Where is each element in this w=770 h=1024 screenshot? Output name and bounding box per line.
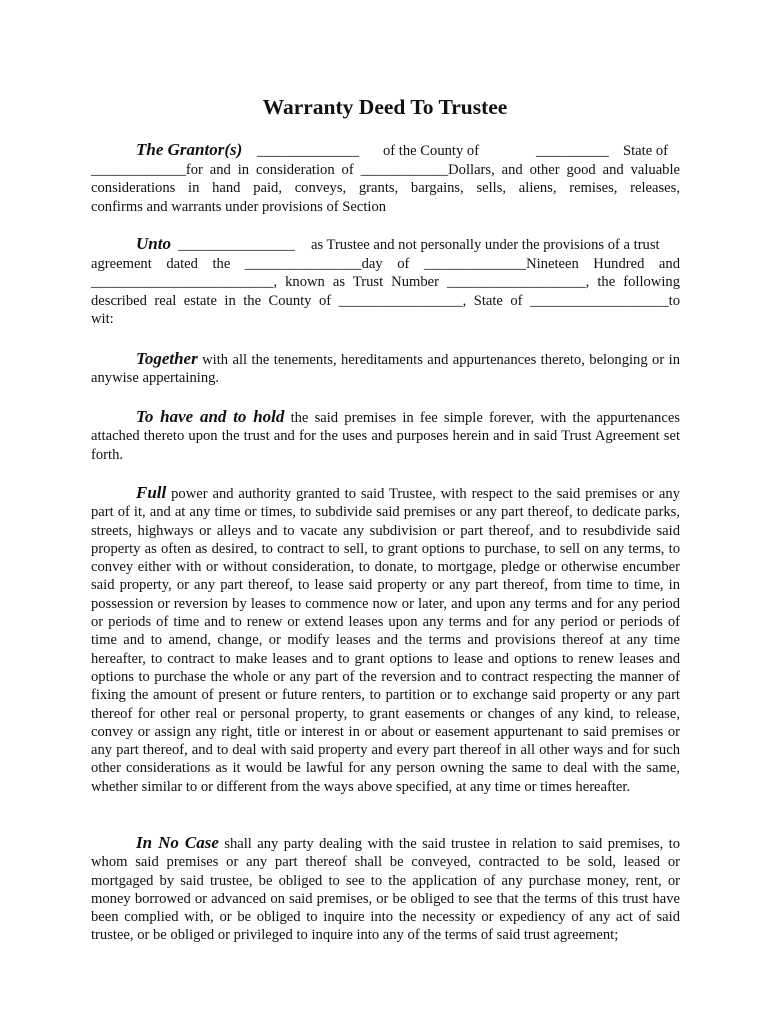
to-have-paragraph — [91, 408, 680, 464]
county-blank[interactable]: __________ — [536, 143, 609, 159]
unto-line-5: wit: — [91, 310, 114, 327]
unto-line-2: agreement dated the ________________day of ______________Nineteen Hundred and — [91, 256, 680, 272]
in-no-case-paragraph — [91, 834, 680, 945]
county-of-label: of the County of — [383, 143, 480, 159]
unto-line-4: described real estate in the County of _________________, State of ___________________to — [91, 292, 680, 309]
grantor-line-3: considerations in hand paid, conveys, grants, bargains, sells, aliens, remises, releases, — [91, 180, 680, 197]
in-no-case-lead: In No Case — [136, 833, 219, 852]
full-power-paragraph — [91, 484, 680, 796]
grantor-name-blank[interactable]: ______________ — [257, 143, 360, 159]
state-of-label: State of — [623, 143, 668, 159]
grantor-paragraph — [91, 142, 680, 216]
unto-line-1-text: as Trustee and not personally under the provisions of a trust — [311, 237, 660, 253]
together-paragraph — [91, 350, 680, 388]
in-no-case-text: shall any party dealing with the said trustee in relation to said premises, to whom said premises or any part thereof shall be conveyed, contracted to be sold, leased or mortgaged by said trustee, be obliged to see to the application of any purchase money, rent, or money borrowed or advanced on said premises, or be obliged to see that the terms of this trust have been complied with, or be obliged to inquire into the necessity or expediency of any act of said trustee, or be obliged or privileged to inquire into any of the terms of said trust agreement; — [91, 836, 680, 944]
trustee-name-blank[interactable]: ________________ — [178, 237, 295, 253]
to-have-lead: To have and to hold — [136, 407, 285, 426]
grantor-line-2: _____________for and in consideration of ____________Dollars, and other good and valuable — [91, 162, 680, 178]
unto-line-3: _________________________, known as Trust Number ___________________, the following — [91, 274, 680, 291]
document-title: Warranty Deed To Trustee — [262, 95, 508, 119]
grantor-line-1 — [91, 142, 680, 161]
grantor-line-4: confirms and warrants under provisions of Section — [91, 198, 387, 215]
unto-lead: Unto — [136, 234, 171, 253]
full-lead: Full — [136, 483, 167, 502]
together-text: with all the tenements, hereditaments and appurtenances thereto, belonging or in anywise appertaining. — [91, 352, 680, 387]
unto-paragraph — [91, 236, 680, 328]
unto-line-1 — [91, 236, 680, 255]
to-have-text: the said premises in fee simple forever, with the appurtenances attached thereto upon the trust and for the uses and purposes herein and in said Trust Agreement set forth. — [91, 410, 680, 463]
together-lead: Together — [136, 349, 198, 368]
full-text: power and authority granted to said Trustee, with respect to the said premises or any part of it, and at any time or times, to subdivide said premises or any part thereof, to dedicate parks, streets, highways or alleys and to vacate any subdivision or part thereof, and to resubdivide said property as often as desired, to contract to sell, to grant options to purchase, to sell on any terms, to convey either with or without consideration, to donate, to mortgage, pledge or otherwise encumber said property, or any part thereof, to lease said property or any part thereof, from time to time, in possession or reversion by leases to commence now or later, and upon any terms and for any period or periods of time and to renew or extend leases upon any terms and for any period or periods of time and to amend, change, or modify leases and the terms and provisions thereof at any time hereafter, to contract to make leases and to grant options to lease and options to renew leases and options to purchase the whole or any part of the reversion and to contract respecting the manner of fixing the amount of present or future renters, to partition or to exchange said property or any part thereof for other real or personal property, to grant easements or changes of any kind, to release, convey or assign any right, title or interest in or about or easement appurtenant to said premises or any part thereof, and to deal with said property and every part thereof in all other ways and for such other considerations as it would be lawful for any person owning the same to deal with the same, whether similar to or different from the ways above specified, at any time or times hereafter. — [91, 486, 680, 795]
grantor-lead: The Grantor(s) — [136, 140, 243, 159]
